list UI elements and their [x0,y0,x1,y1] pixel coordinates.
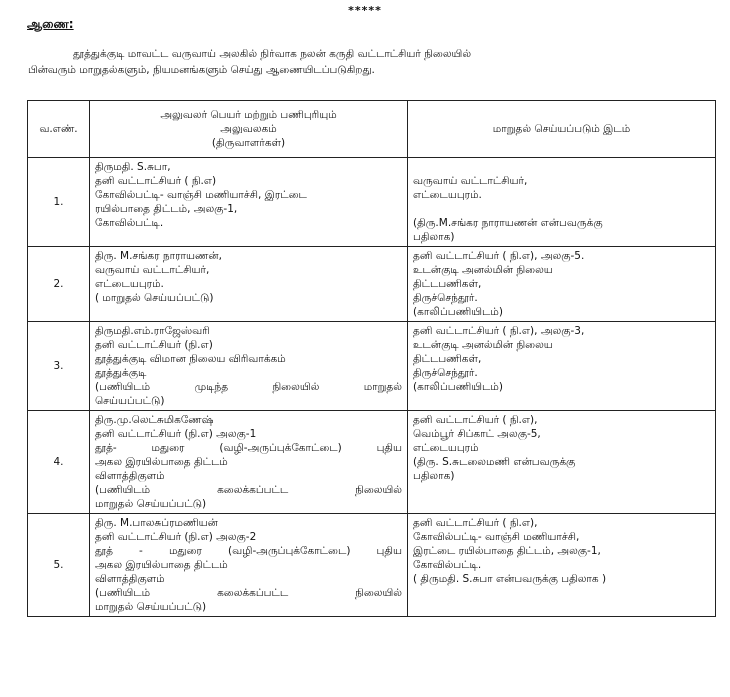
officer-cell [90,158,408,247]
posting-line: எட்டையபுரம் [413,442,479,454]
officer-word: தூத் [95,545,113,557]
header-officer-line: அலுவலர் பெயர் மற்றும் பணிபுரியும் [160,109,337,121]
officer-line: திரு. M.சங்கர நாராயணன், [95,250,222,262]
officer-word: (வழி-அருப்புக்கோட்டை) [228,545,351,557]
posting-cell [408,411,716,514]
officer-line: திரு.மு.லெட்சுமிகணேஷ் [95,414,214,426]
posting-line: பதிலாக) [413,231,455,243]
officer-line: அகல இரயில்பாதை திட்டம் [95,559,228,571]
posting-line: வெம்பூர் சிப்காட் அலகு-5, [413,428,541,440]
officer-line [95,441,402,455]
officer-line: அகல இரயில்பாதை திட்டம் [95,456,228,468]
table-row [28,158,716,247]
posting-line: ( திருமதி. S.சுபா என்பவருக்கு பதிலாக ) [413,573,607,585]
officer-word: தூத்- [95,442,117,454]
table-header-row [28,101,716,158]
posting-line: (காலிப்பணியிடம்) [413,381,503,393]
officer-word: (பணியிடம் [95,587,151,599]
intro-line-1: தூத்துக்குடி மாவட்ட வருவாய் அலகில் நிர்வாக நலன் கருதி வட்டாட்சியர் நிலையில் [73,48,472,60]
officer-word: கலைக்கப்பட்ட [217,484,289,496]
officer-word: நிலையில் [355,484,402,496]
officer-line: கோவில்பட்டி. [95,217,164,229]
officer-line: விளாத்திகுளம் [95,573,165,585]
posting-line: திருச்செந்தூர். [413,292,478,304]
posting-line: தனி வட்டாட்சியர் ( நி.எ), [413,414,538,426]
officer-word: மதுரை [151,442,185,454]
posting-spacer [413,160,710,174]
posting-line: திட்டபணிகள், [413,278,482,290]
posting-line: தனி வட்டாட்சியர் ( நி.எ), [413,517,538,529]
officer-word: மாறுதல் [363,381,402,393]
officer-word: கலைக்கப்பட்ட [217,587,289,599]
officer-line: விளாத்திகுளம் [95,470,165,482]
table-row [28,322,716,411]
officer-word: புதிய [376,442,402,454]
posting-line: திருச்செந்தூர். [413,367,478,379]
row-serial-number: 1. [28,158,90,247]
posting-line: உடன்குடி அனல்மின் நிலைய [413,339,553,351]
table-row [28,514,716,617]
posting-line: இரட்டை ரயில்பாதை திட்டம், அலகு-1, [413,545,601,557]
officer-line: திருமதி.எம்.ராஜேஸ்வரி [95,325,210,337]
officer-line: வருவாய் வட்டாட்சியர், [95,264,210,276]
posting-line: (காலிப்பணியிடம்) [413,306,503,318]
order-heading: ஆணை: [27,17,74,31]
posting-line: உடன்குடி அனல்மின் நிலைய [413,264,553,276]
officer-line: தனி வட்டாட்சியர் (நி.எ) [95,339,213,351]
officer-word: மதுரை [168,545,202,557]
officer-word: முடிந்த [194,381,229,393]
posting-spacer [413,202,710,216]
table-row [28,247,716,322]
officer-line: கோவில்பட்டி- வாஞ்சி மணியாச்சி, இரட்டை [95,189,307,201]
officer-word: - [139,545,143,557]
officer-word: நிலையில் [355,587,402,599]
officer-line: மாறுதல் செய்யப்பட்டு) [95,601,207,613]
officer-line [95,544,402,558]
officer-line: தூத்துக்குடி விமான நிலைய விரிவாக்கம் [95,353,286,365]
officer-line: தனி வட்டாட்சியர் (நி.எ) அலகு-1 [95,428,257,440]
separator-stars: ***** [348,4,382,17]
officer-line [95,586,402,600]
posting-line: தனி வட்டாட்சியர் ( நி.எ), அலகு-3, [413,325,585,337]
officer-line: எட்டையபுரம். [95,278,164,290]
posting-line: கோவில்பட்டி. [413,559,482,571]
officer-line: மாறுதல் செய்யப்பட்டு) [95,498,207,510]
officer-line: தூத்துக்குடி [95,367,147,379]
posting-line: திட்டபணிகள், [413,353,482,365]
officer-word: நிலையில் [272,381,320,393]
officer-word: (வழி-அருப்புக்கோட்டை) [219,442,342,454]
posting-line: தனி வட்டாட்சியர் ( நி.எ), அலகு-5. [413,250,585,262]
posting-cell [408,158,716,247]
row-serial-number: 5. [28,514,90,617]
posting-line: (திரு. S.சுடலைமணி என்பவருக்கு [413,456,576,468]
intro-paragraph [28,46,708,78]
posting-cell [408,247,716,322]
row-serial-number: 3. [28,322,90,411]
header-officer-line: அலுவலகம் [220,123,277,135]
posting-cell [408,322,716,411]
posting-line: பதிலாக) [413,470,455,482]
officer-word: (பணியிடம் [95,381,151,393]
officer-line: தனி வட்டாட்சியர் ( நி.எ) [95,175,217,187]
officer-line: செய்யப்பட்டு) [95,395,165,407]
officer-line: தனி வட்டாட்சியர் (நி.எ) அலகு-2 [95,531,257,543]
officer-cell [90,411,408,514]
officer-line [95,380,402,394]
officer-cell [90,322,408,411]
posting-cell [408,514,716,617]
officer-line [95,483,402,497]
officer-word: புதிய [376,545,402,557]
officer-line: ( மாறுதல் செய்யப்பட்டு) [95,292,214,304]
posting-line: (திரு.M.சங்கர நாராயணன் என்பவருக்கு [413,217,603,229]
row-serial-number: 2. [28,247,90,322]
officer-cell [90,514,408,617]
officer-word: (பணியிடம் [95,484,151,496]
table-row [28,411,716,514]
officer-line: ரயில்பாதை திட்டம், அலகு-1, [95,203,238,215]
transfer-table [27,100,716,617]
posting-line: எட்டையபுரம். [413,189,482,201]
intro-line-2: பின்வரும் மாறுதல்களும், நியமனங்களும் செய்து ஆணையிடப்படுகிறது. [28,64,375,76]
header-sno: வ.எண். [28,101,90,158]
officer-line: திருமதி. S.சுபா, [95,161,171,173]
header-officer-line: (திருவாளர்கள்) [211,137,286,149]
officer-line: திரு. M.பாலசுப்ரமணியன் [95,517,218,529]
row-serial-number: 4. [28,411,90,514]
header-officer [90,101,408,158]
officer-cell [90,247,408,322]
header-posting: மாறுதல் செய்யப்படும் இடம் [408,101,716,158]
posting-line: வருவாய் வட்டாட்சியர், [413,175,528,187]
posting-line: கோவில்பட்டி- வாஞ்சி மணியாச்சி, [413,531,580,543]
